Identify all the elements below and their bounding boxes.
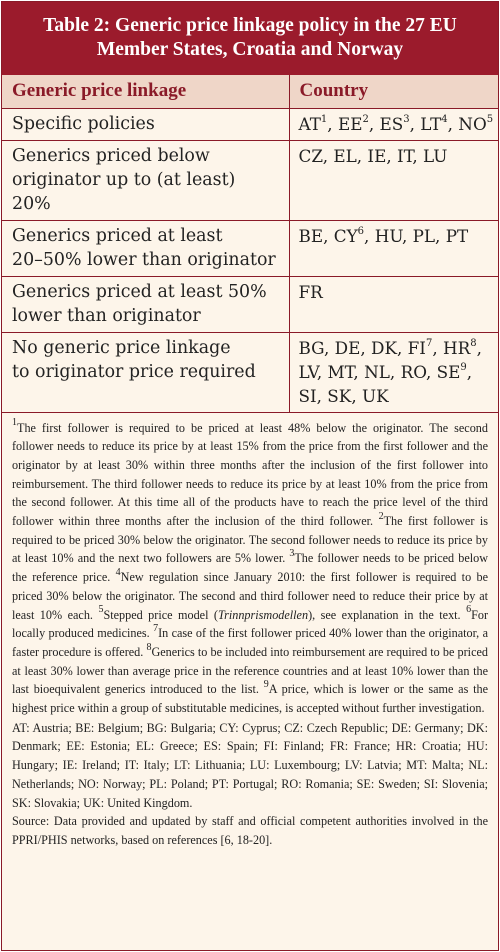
country-line xyxy=(299,224,495,248)
policy-line: Specific policies xyxy=(12,113,155,134)
country-line xyxy=(299,144,495,168)
country-cell xyxy=(289,140,498,220)
footnote-ref: 1 xyxy=(320,113,328,125)
table-frame xyxy=(1,1,499,951)
table-row xyxy=(2,220,498,276)
policy-line: Generics priced below xyxy=(12,145,210,166)
country-line xyxy=(299,112,495,136)
header-generic-price-linkage: Generic price linkage xyxy=(2,75,289,108)
country-cell xyxy=(289,220,498,276)
footnote-ref: 2 xyxy=(362,113,369,125)
country-line xyxy=(299,384,495,408)
footnote-7: In case of the first follower priced 40% lower than the originator, a faster procedure is offered. xyxy=(12,626,489,659)
footnote-5c: ), see explanation in the text. xyxy=(308,607,461,622)
country-codes: , LT xyxy=(409,113,442,134)
title-line-1: Table 2: Generic price linkage policy in the 27 EU xyxy=(43,15,457,36)
header-country: Country xyxy=(289,75,498,108)
policy-line: 20–50% lower than originator xyxy=(12,249,276,270)
country-cell xyxy=(289,276,498,332)
footnote-6: For locally produced medicines. xyxy=(12,607,489,641)
footnote-3: The follower needs to be priced below the reference price. xyxy=(12,551,489,585)
footnotes xyxy=(2,413,498,850)
footnote-ref: 3 xyxy=(403,113,410,125)
header-row xyxy=(2,75,498,108)
country-line xyxy=(299,336,495,360)
source-note: Source: Data provided and updated by staff and official competent authorities involved in the PPRI/PHIS networks, based on references [6, 18-20]. xyxy=(12,814,488,847)
footnote-ref: 4 xyxy=(441,113,448,125)
country-codes: BE, CY xyxy=(298,225,358,246)
policy-line: lower than originator xyxy=(12,305,201,326)
footnote-2: The first follower is required to be priced 30% below the originator. The second follower needs to reduce its price by at least 10% and the next two followers are 5% lower. xyxy=(12,514,488,566)
table-body xyxy=(2,108,498,412)
policy-cell xyxy=(2,332,289,412)
footnote-block: $^1$The first follower is required to be priced at least 48% below the originator. The second follower needs to reduce its price by at least 15% from the price from the first follower and the originator by at least 30% within three months after the inclusion of the first follower into reimbursement. The third follower needs to reduce its price by at least 10% from the price from the second follower. At this time all of the products have to reach the price level of the third follower within three months after the inclusion of the third follower. $^2$The first follower is required to be priced 30% below the originator. The second follower needs to reduce its price by at least 10% and the next two followers are 5% lower. $^3$The follower needs to be priced below the reference price. $^4$New regulation since January 2010: the first follower is required to be priced 30% below the originator. The second and third follower need to reduce their price by at least 10% each. $^5$Stepped price model (Trinnprismodellen), see explanation in the text. $^6$For locally produced medicines. $^7$In case of the first follower priced 40% lower than the originator, a faster procedure is offered. $^8$Generics to be included into reimbursement are required to be priced at least 30% lower than average price in the reference countries and at least 10% lower than the last bioequivalent generics introduced to the list. $^9$A price, which is lower or the same as the highest price within a group of substitutable medicines, is accepted without further investigation. xyxy=(12,417,489,716)
country-codes: , EE xyxy=(327,113,363,134)
footnote-ref: 5 xyxy=(486,113,494,125)
abbreviations: AT: Austria; BE: Belgium; BG: Bulgaria; CY: Cyprus; CZ: Czech Republic; DE: Germany; DK: Denmark; EE: Estonia; EL: Greece; ES: Spain; FI: Finland; FR: France; HR: Croatia; HU: Hungary; IE: Ireland; IT: Italy; LT: Lithuania; LU: Luxembourg; LV: Latvia; MT: Malta; NL: Netherlands; NO: Norway; PL: Poland; PT: Portugal; RO: Romania; SE: Sweden; SI: Slovenia; SK: Slovakia; UK: United Kingdom. xyxy=(12,720,488,810)
country-codes: CZ, EL, IE, IT, LU xyxy=(298,145,448,166)
policy-cell xyxy=(2,220,289,276)
table-title xyxy=(2,2,498,75)
country-codes: SI, SK, UK xyxy=(298,385,389,406)
title-line-2: Member States, Croatia and Norway xyxy=(96,39,404,60)
policy-cell xyxy=(2,108,289,140)
policy-line: Generics priced at least 50% xyxy=(12,281,267,302)
country-codes: , xyxy=(476,337,482,358)
footnote-1: The first follower is required to be priced at least 48% below the originator. The second follower needs to reduce its price by at least 15% from the price from the first follower and the originator by at least 30% within three months after the inclusion of the first follower into reimbursement. The third follower needs to reduce its price by at least 10% from the price from the second follower. At this time all of the products have to reach the price level of the third follower within three months after the inclusion of the third follower. xyxy=(12,420,488,529)
policy-line: to originator price required xyxy=(12,361,256,382)
footnote-5-italic: Trinnprismodellen xyxy=(218,607,309,622)
policy-cell xyxy=(2,140,289,220)
footnote-5a: Stepped price model ( xyxy=(103,607,218,622)
footnote-9: A price, which is lower or the same as the highest price within a group of substitutable medicines, is accepted without further investigation. xyxy=(12,682,488,716)
country-codes: , HU, PL, PT xyxy=(364,225,469,246)
country-codes: , HR xyxy=(432,337,471,358)
table-row xyxy=(2,276,498,332)
policy-line: Generics priced at least xyxy=(12,225,223,246)
footnote-4: New regulation since January 2010: the first follower is required to be priced 30% below the originator. The second and third follower need to reduce their price by at least 10% each. xyxy=(12,570,488,622)
country-codes: FR xyxy=(298,281,323,302)
policy-cell xyxy=(2,276,289,332)
price-linkage-table xyxy=(2,75,498,413)
country-codes: , xyxy=(466,361,473,382)
policy-line: No generic price linkage xyxy=(12,337,231,358)
table-row xyxy=(2,332,498,412)
country-line xyxy=(299,280,495,304)
footnote-ref: 6 xyxy=(357,225,365,237)
country-line xyxy=(299,360,495,384)
table-row xyxy=(2,108,498,140)
footnote-ref: 7 xyxy=(425,337,433,349)
table-row xyxy=(2,140,498,220)
policy-line: originator up to (at least) 20% xyxy=(12,169,236,214)
country-codes: BG, DE, DK, FI xyxy=(298,337,426,358)
country-codes: , NO xyxy=(447,113,487,134)
country-codes: , ES xyxy=(368,113,404,134)
footnote-8: Generics to be included into reimbursement are required to be priced at least 30% lower than average price in the reference countries and at least 10% lower than the last bioequivalent generics introduced to the list. xyxy=(12,644,488,697)
country-codes: AT xyxy=(298,113,321,134)
country-codes: LV, MT, NL, RO, SE xyxy=(298,361,461,382)
footnote-ref: 9 xyxy=(460,361,467,373)
country-cell xyxy=(289,332,498,412)
country-cell xyxy=(289,108,498,140)
footnote-ref: 8 xyxy=(470,337,477,349)
